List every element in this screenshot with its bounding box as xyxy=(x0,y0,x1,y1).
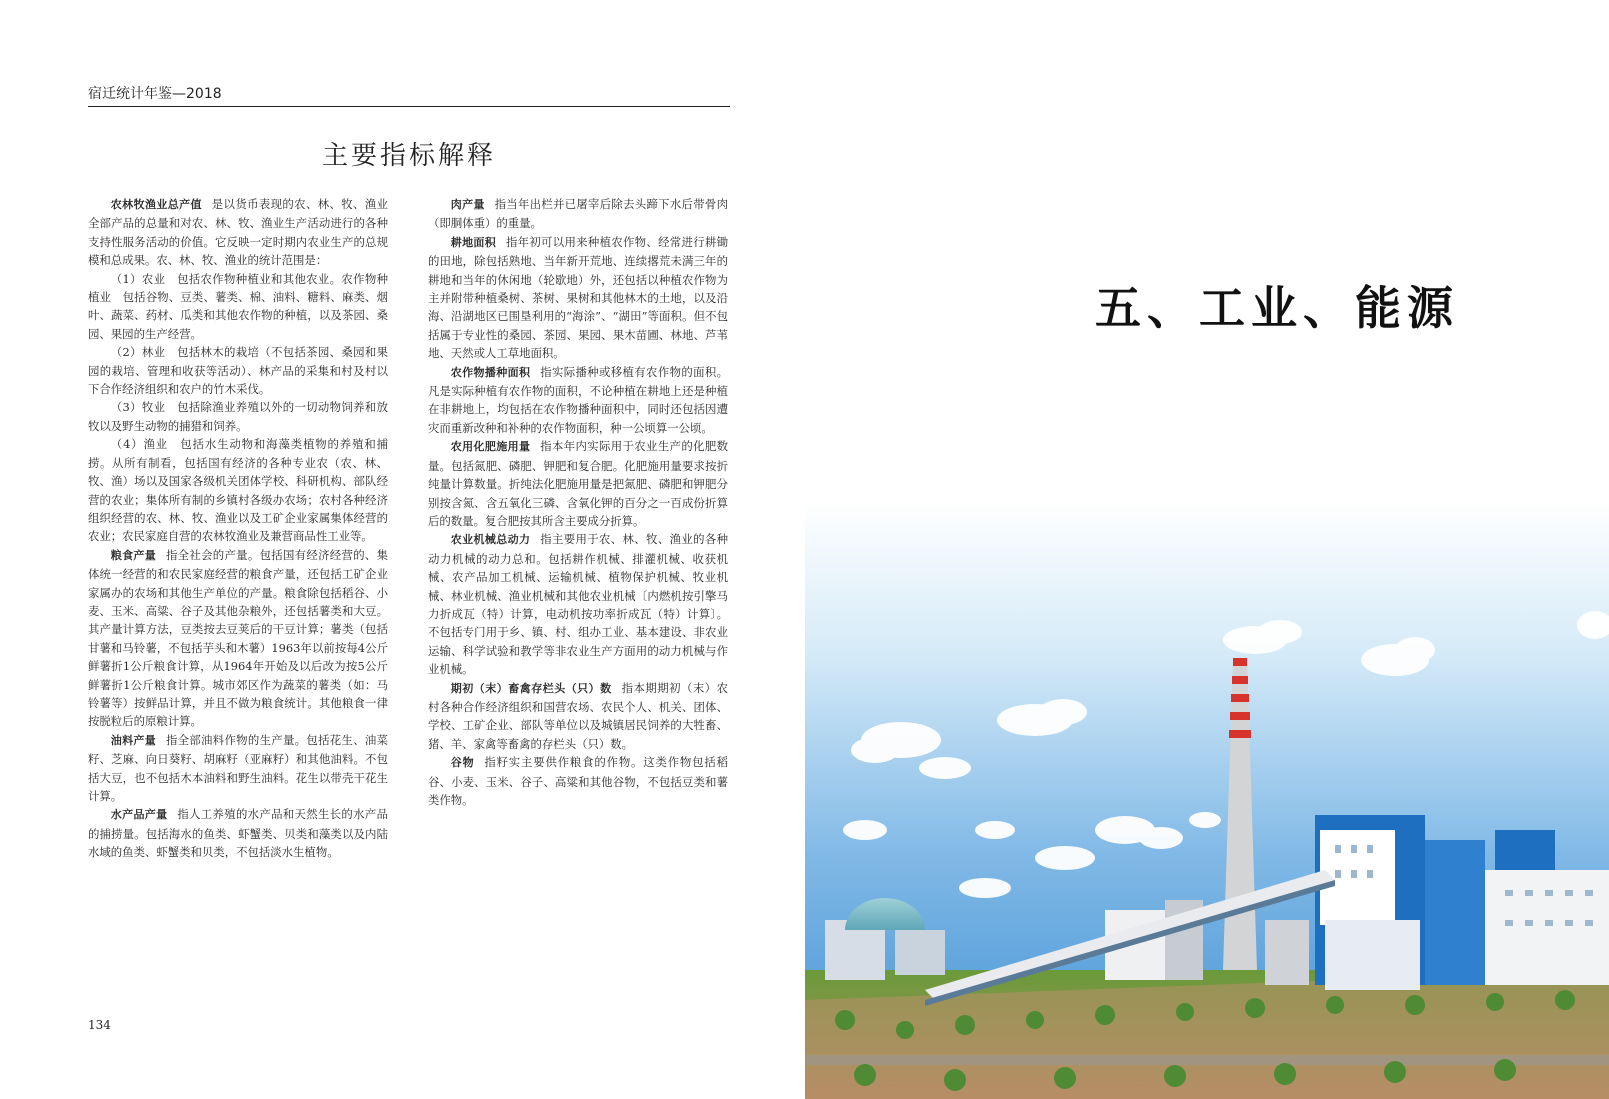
term-label: 农作物播种面积 xyxy=(450,365,531,379)
term-label: 农林牧渔业总产值 xyxy=(110,198,202,211)
term-definition: （4）渔业 包括水生动物和海藻类植物的养殖和捕捞。从所有制看，包括国有经济的各种专业农（农、林、牧、渔）场以及国家各级机关团体学校、科研机构、部队经营的农业；集体所有制的乡镇村各级办农场；农村各种经济组织经营的农、林、牧、渔业以及工矿企业家属集体经营的农业；农民家庭自营的农林牧渔业及兼营商品性工业等。 xyxy=(88,437,388,544)
power-plant-photo xyxy=(805,500,1609,1099)
paragraph xyxy=(88,343,388,398)
running-header: 宿迁统计年鉴—2018 xyxy=(88,84,730,107)
paragraph xyxy=(88,398,388,435)
term-label: 粮食产量 xyxy=(110,548,157,562)
paragraph xyxy=(88,546,388,731)
term-label: 水产品产量 xyxy=(110,808,168,822)
paragraph xyxy=(88,435,388,545)
paragraph xyxy=(88,195,388,270)
paragraph xyxy=(428,437,728,530)
term-label: 农用化肥施用量 xyxy=(450,440,531,454)
section-title: 主要指标解释 xyxy=(321,141,496,171)
term-definition: 指本期期初（末）农村各种合作经济组织和国营农场、农民个人、机关、团体、学校、工矿企业、部队等单位以及城镇居民饲养的大牲畜、猪、羊、家禽等畜禽的存栏头（只）数。 xyxy=(428,680,728,751)
term-definition: 指实际播种或移植有农作物的面积。凡是实际种植有农作物的面积，不论种植在耕地上还是种植在非耕地上，均包括在农作物播种面积中，同时还包括因遭灾而重新改种和补种的农作物面积，种一公顷算一公顷。 xyxy=(428,364,728,435)
term-definition: 指当年出栏并已屠宰后除去头蹄下水后带骨肉（即胴体重）的重量。 xyxy=(428,197,728,231)
term-label: 谷物 xyxy=(450,756,475,770)
paragraph xyxy=(428,363,728,438)
paragraph xyxy=(88,731,388,806)
term-definition: （3）牧业 包括除渔业养殖以外的一切动物饲养和放牧以及野生动物的捕猎和饲养。 xyxy=(88,400,388,433)
right-text-column xyxy=(428,195,728,809)
paragraph xyxy=(428,530,728,678)
term-definition: 指本年内实际用于农业生产的化肥数量。包括氮肥、磷肥、钾肥和复合肥。化肥施用量要求按折纯量计算数量。折纯法化肥施用量是把氮肥、磷肥和钾肥分别按含氮、含五氧化三磷、含氧化钾的百分之一百成份折算后的数量。复合肥按其所含主要成分折算。 xyxy=(428,439,728,528)
term-definition: 指全社会的产量。包括国有经济经营的、集体统一经营的和农民家庭经营的粮食产量，还包括工矿企业家属办的农场和其他生产单位的产量。粮食除包括稻谷、小麦、玉米、高粱、谷子及其他杂粮外，还包括薯类和大豆。其产量计算方法，豆类按去豆荚后的干豆计算；薯类（包括甘薯和马铃薯，不包括芋头和木薯）1963年以前按每4公斤鲜薯折1公斤粮食计算，从1964年开始及以后改为按5公斤鲜薯折1公斤粮食计算。城市郊区作为蔬菜的薯类（如：马铃薯等）按鲜品计算，并且不做为粮食统计。其他粮食一律按脱粒后的原粮计算。 xyxy=(88,547,388,729)
term-definition: 指年初可以用来种植农作物、经常进行耕锄的田地，除包括熟地、当年新开荒地、连续撂荒未满三年的耕地和当年的休闲地（轮歇地）外，还包括以种植农作物为主并附带种植桑树、茶树、果树和其他林木的土地，以及沿海、沿湖地区已围垦利用的“海涂”、“湖田”等面积。但不包括属于专业性的桑园、茶园、果园、果木苗圃、林地、芦苇地、天然或人工草地面积。 xyxy=(428,234,728,361)
term-definition: 指人工养殖的水产品和天然生长的水产品的捕捞量。包括海水的鱼类、虾蟹类、贝类和藻类以及内陆水域的鱼类、虾蟹类和贝类，不包括淡水生植物。 xyxy=(88,807,388,860)
right-page xyxy=(800,0,1609,1099)
term-definition: 是以货币表现的农、林、牧、渔业全部产品的总量和对农、林、牧、渔业生产活动进行的各种支持性服务活动的价值。它反映一定时期内农业生产的总规模和总成果。农、林、牧、渔业的统计范围是： xyxy=(88,197,388,268)
paragraph xyxy=(428,679,728,754)
paragraph xyxy=(428,753,728,809)
term-definition: 指籽实主要供作粮食的作物。这类作物包括稻谷、小麦、玉米、谷子、高粱和其他谷物，不包括豆类和薯类作物。 xyxy=(428,755,728,807)
chapter-title: 五、工业、能源 xyxy=(1095,281,1459,335)
term-definition: （1）农业 包括农作物种植业和其他农业。农作物种植业 包括谷物、豆类、薯类、棉、油料、糖料、麻类、烟叶、蔬菜、药材、瓜类和其他农作物的种植，以及茶园、桑园、果园的生产经营。 xyxy=(88,271,388,341)
left-page xyxy=(0,0,800,1099)
paragraph xyxy=(88,270,388,344)
term-label: 耕地面积 xyxy=(450,235,497,249)
paragraph xyxy=(88,805,388,861)
page-number: 134 xyxy=(88,1018,111,1032)
paragraph xyxy=(428,195,728,233)
left-text-column xyxy=(88,195,388,862)
term-label: 期初（末）畜禽存栏头（只）数 xyxy=(450,681,612,695)
term-definition: （2）林业 包括林木的栽培（不包括茶园、桑园和果园的栽培、管理和收获等活动）、林产品的采集和村及村以下合作经济组织和农户的竹木采伐。 xyxy=(88,345,388,397)
paragraph xyxy=(428,233,728,363)
term-label: 肉产量 xyxy=(450,198,485,211)
term-definition: 指主要用于农、林、牧、渔业的各种动力机械的动力总和。包括耕作机械、排灌机械、收获机械、农产品加工机械、运输机械、植物保护机械、牧业机械、林业机械、渔业机械和其他农业机械〔内燃机按引擎马力折成瓦（特）计算，电动机按功率折成瓦（特）计算〕。不包括专门用于乡、镇、村、组办工业、基本建设、非农业运输、科学试验和教学等非农业生产方面用的动力机械与作业机械。 xyxy=(428,532,728,677)
term-label: 油料产量 xyxy=(110,733,157,747)
term-definition: 指全部油料作物的生产量。包括花生、油菜籽、芝麻、向日葵籽、胡麻籽（亚麻籽）和其他油料。不包括大豆，也不包括木本油料和野生油料。花生以带壳干花生计算。 xyxy=(88,732,388,803)
term-label: 农业机械总动力 xyxy=(450,533,531,547)
